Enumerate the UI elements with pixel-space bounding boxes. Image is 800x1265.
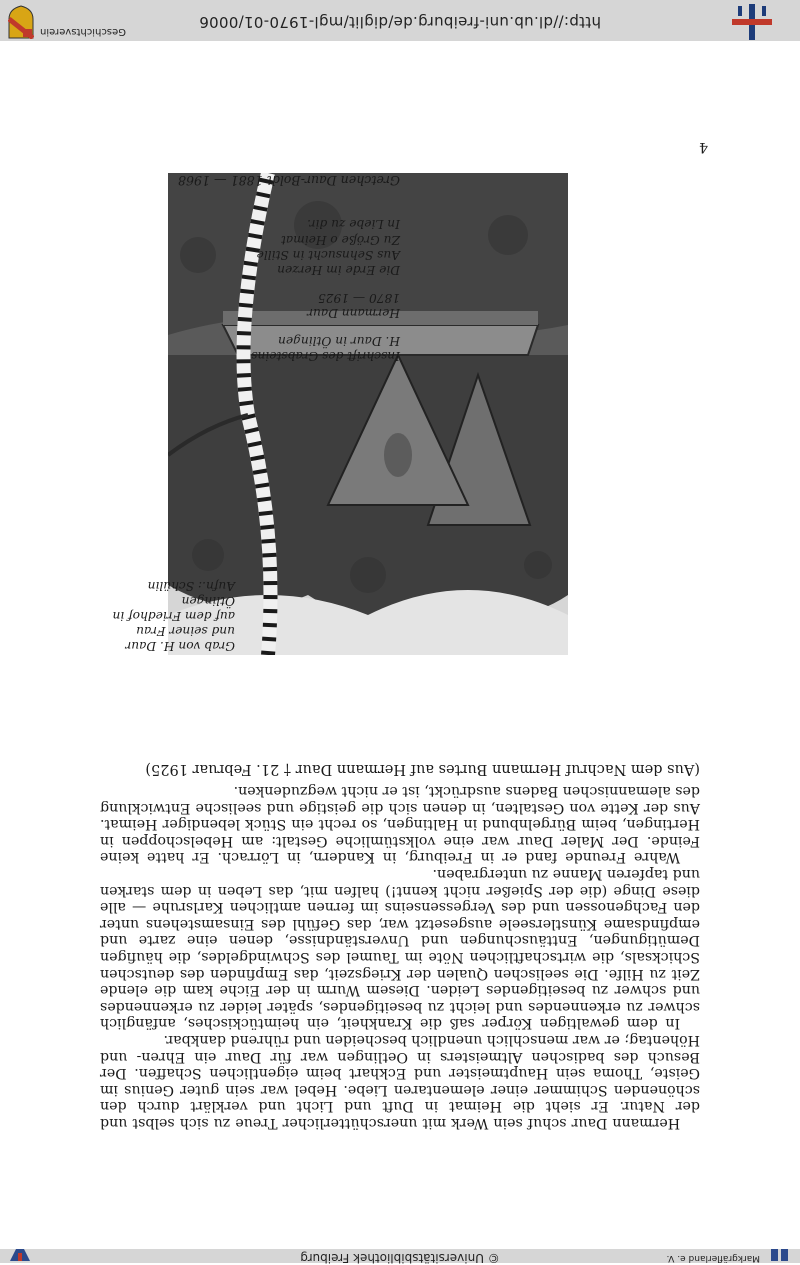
- library-logo-icon: [732, 4, 772, 40]
- poem-line: Zu Größe o Heimat: [281, 232, 400, 247]
- poem-credit: Gretchen Daur-Boldt 1881 — 1968: [177, 173, 400, 188]
- poem-line: Die Erde im Herzen: [277, 263, 400, 278]
- paragraph: In dem gewaltigen Körper saß die Krankheit, ein heimtückisches, anfänglich schwer zu erkennendes und leicht zu beseitigendes, später leider zu erkennendes und schwer zu beseitigendes Leiden. Diesem Wurm in der Eiche kam die elende Zeit zu Hilfe. Die seelischen Qualen der Kriegszeit, das Empfinden des deutschen Schicksals, die wirtschaftlichen Nöte im Taumel des Schwindgeldes, die häufigen Demütigungen, Enttäuschungen und Unverständnisse, denen eine zarte und empfindsame Künstlerseele ausgesetzt war, das Gefühl des Einsamstehens unter den Fachgenossen und des Vergessenseins im fernen amtlichen Karlsruhe — alle diese Dinge (die der Spießer nicht kennt!) halfen mit, das Leben in dem starken und tapferen Manne zu untergraben.: [100, 866, 700, 1032]
- caption-line: und seiner Frau: [136, 624, 235, 638]
- caption-line: Grab von H. Daur: [125, 639, 235, 653]
- society-logo-icon: [10, 1249, 30, 1261]
- document-url[interactable]: http://dl.ub.uni-freiburg.de/diglit/mgl-1970-01/0006: [198, 13, 602, 31]
- page-number: 4: [699, 139, 708, 155]
- caption-line: Aufn.: Schülin: [147, 579, 235, 593]
- article-body: [100, 783, 700, 1131]
- inscription-name: Hermann Daur: [307, 306, 400, 321]
- coat-of-arms-icon: [8, 5, 34, 39]
- poem-line: Aus Sehnsucht in Stille: [256, 247, 400, 262]
- association-label: Markgräflerland e. V.: [666, 1253, 760, 1263]
- copyright-text: © Universitätsbibliothek Freiburg: [300, 1251, 500, 1265]
- inscription-block: [120, 216, 400, 363]
- society-label: Geschichtsverein: [40, 26, 126, 37]
- paragraph: Hermann Daur schuf sein Werk mit unerschütterlicher Treue zu sich selbst und der Natur. Er sieht die Heimat in Duft und Licht und verklärt durch den schönenden Schimmer einer elementaren Liebe. Hebel war sein guter Genius im Geiste, Thoma sein Hauptmeister und Eckhart beim eigentlichen Schaffen. Der Besuch des badischen Altmeisters in Oetlingen war für Daur ein Ehren- und Höhentag; er war menschlich unendlich bescheiden und rührend dankbar.: [100, 1032, 700, 1131]
- bars-icon: [768, 1249, 790, 1261]
- caption-line: auf dem Friedhof in Ötlingen: [112, 594, 235, 623]
- photo-caption: [95, 578, 235, 653]
- poem-line: In Liebe zu dir.: [307, 217, 400, 232]
- inscription-title: H. Daur in Ötlingen: [278, 333, 400, 348]
- inscription-name: 1870 — 1925: [318, 290, 400, 305]
- paragraph: Wahre Freunde fand er in Freiburg, in Kandern, in Lörrach. Er hatte keine Feinde. Der Maler Daur war eine volkstümliche Gestalt: am Hebelschoppen in Hertingen, beim Bürgelnbund in Haltingen, so recht ein Stück lebendiger Heimat. Aus der Kette von Gestalten, in denen sich die geistige und seelische Entwicklung des alemannischen Badens ausdrückt, ist er nicht wegzudenken.: [100, 783, 700, 866]
- inscription-title: Inschrift des Grabsteins: [251, 349, 400, 363]
- citation: (Aus dem Nachruf Hermann Burtes auf Hermann Daur † 21. Februar 1925): [145, 761, 700, 777]
